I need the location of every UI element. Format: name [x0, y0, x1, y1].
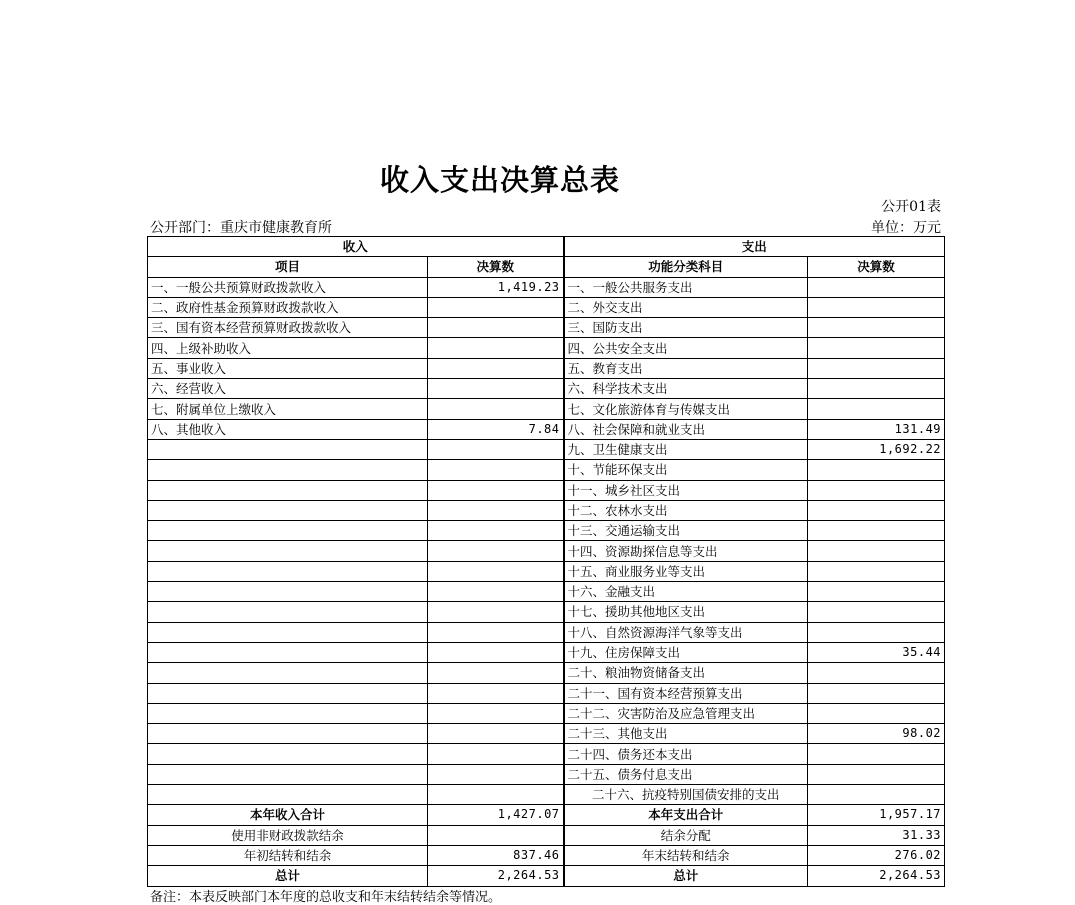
income-amount-cell [428, 582, 564, 602]
income-section-header: 收入 [148, 237, 564, 257]
page-title: 收入支出决算总表 [379, 163, 620, 197]
expense-amount-cell [808, 399, 945, 419]
income-amount-cell [428, 602, 564, 622]
income-amount-cell [428, 521, 564, 541]
table-row [148, 541, 945, 561]
summary-expense-label: 年末结转和结余 [564, 845, 808, 865]
summary-income-amount: 1,427.07 [428, 805, 564, 825]
income-amount-cell [428, 460, 564, 480]
table-row [148, 460, 945, 480]
table-row [148, 399, 945, 419]
income-amount-cell [428, 379, 564, 399]
summary-income-amount [428, 825, 564, 845]
table-row [148, 703, 945, 723]
table-row [148, 785, 945, 805]
income-item-cell [148, 683, 428, 703]
expense-amount-cell [808, 521, 945, 541]
summary-income-label: 总计 [148, 866, 428, 886]
expense-amount-cell: 98.02 [808, 724, 945, 744]
expense-item-cell: 十、节能环保支出 [564, 460, 808, 480]
expense-item-cell: 十四、资源勘探信息等支出 [564, 541, 808, 561]
expense-item-cell: 二十、粮油物资储备支出 [564, 663, 808, 683]
income-item-cell [148, 663, 428, 683]
income-item-cell [148, 582, 428, 602]
income-amount-cell [428, 439, 564, 459]
expense-amount-cell: 1,692.22 [808, 439, 945, 459]
income-item-cell [148, 521, 428, 541]
income-item-cell [148, 764, 428, 784]
income-amount-cell [428, 622, 564, 642]
summary-income-amount: 2,264.53 [428, 866, 564, 886]
income-amount-header: 决算数 [428, 257, 564, 277]
income-item-cell: 六、经营收入 [148, 379, 428, 399]
income-item-cell: 七、附属单位上缴收入 [148, 399, 428, 419]
summary-expense-label: 总计 [564, 866, 808, 886]
expense-amount-cell [808, 500, 945, 520]
income-amount-cell [428, 744, 564, 764]
table-row [148, 561, 945, 581]
summary-expense-label: 结余分配 [564, 825, 808, 845]
expense-item-cell: 十五、商业服务业等支出 [564, 561, 808, 581]
expense-amount-cell [808, 703, 945, 723]
table-row [148, 642, 945, 662]
expense-item-cell: 六、科学技术支出 [564, 379, 808, 399]
expense-amount-cell [808, 785, 945, 805]
expense-amount-cell [808, 683, 945, 703]
income-amount-cell [428, 785, 564, 805]
income-amount-cell [428, 500, 564, 520]
income-amount-cell [428, 297, 564, 317]
income-item-cell [148, 724, 428, 744]
income-amount-cell [428, 318, 564, 338]
expense-item-cell: 二十五、债务付息支出 [564, 764, 808, 784]
expense-amount-cell [808, 480, 945, 500]
income-item-cell [148, 541, 428, 561]
income-amount-cell [428, 561, 564, 581]
summary-expense-amount: 276.02 [808, 845, 945, 865]
income-item-cell [148, 460, 428, 480]
expense-item-cell: 十八、自然资源海洋气象等支出 [564, 622, 808, 642]
expense-item-cell: 十二、农林水支出 [564, 500, 808, 520]
table-row [148, 379, 945, 399]
table-row [148, 358, 945, 378]
income-amount-cell [428, 663, 564, 683]
income-item-cell: 四、上级补助收入 [148, 338, 428, 358]
expense-amount-cell [808, 460, 945, 480]
expense-item-cell: 十一、城乡社区支出 [564, 480, 808, 500]
expense-amount-cell: 131.49 [808, 419, 945, 439]
expense-item-cell: 八、社会保障和就业支出 [564, 419, 808, 439]
summary-row [148, 866, 945, 886]
income-item-cell [148, 561, 428, 581]
table-row [148, 480, 945, 500]
table-row [148, 744, 945, 764]
expense-amount-cell [808, 318, 945, 338]
summary-income-amount: 837.46 [428, 845, 564, 865]
table-row [148, 582, 945, 602]
expense-amount-cell [808, 582, 945, 602]
expense-amount-cell [808, 764, 945, 784]
summary-expense-amount: 2,264.53 [808, 866, 945, 886]
summary-income-label: 使用非财政拨款结余 [148, 825, 428, 845]
income-item-header: 项目 [148, 257, 428, 277]
income-amount-cell [428, 642, 564, 662]
income-item-cell [148, 500, 428, 520]
income-item-cell: 三、国有资本经营预算财政拨款收入 [148, 318, 428, 338]
income-item-cell [148, 785, 428, 805]
expense-item-cell: 十三、交通运输支出 [564, 521, 808, 541]
income-item-cell: 五、事业收入 [148, 358, 428, 378]
expense-item-cell: 十九、住房保障支出 [564, 642, 808, 662]
income-amount-cell: 7.84 [428, 419, 564, 439]
income-amount-cell [428, 399, 564, 419]
table-row [148, 683, 945, 703]
expense-item-cell: 九、卫生健康支出 [564, 439, 808, 459]
table-row [148, 521, 945, 541]
summary-income-label: 本年收入合计 [148, 805, 428, 825]
table-row [148, 338, 945, 358]
table-row [148, 500, 945, 520]
expense-amount-cell [808, 379, 945, 399]
income-item-cell: 一、一般公共预算财政拨款收入 [148, 277, 428, 297]
budget-table [147, 236, 945, 887]
table-row [148, 602, 945, 622]
unit-label: 单位：万元 [871, 220, 941, 236]
expense-amount-cell [808, 338, 945, 358]
table-row [148, 419, 945, 439]
income-item-cell: 二、政府性基金预算财政拨款收入 [148, 297, 428, 317]
income-amount-cell [428, 683, 564, 703]
department-label: 公开部门：重庆市健康教育所 [150, 220, 332, 236]
expense-item-cell: 二、外交支出 [564, 297, 808, 317]
expense-section-header: 支出 [564, 237, 945, 257]
income-item-cell [148, 703, 428, 723]
table-row [148, 724, 945, 744]
expense-item-cell: 十六、金融支出 [564, 582, 808, 602]
expense-amount-cell [808, 663, 945, 683]
expense-amount-cell [808, 358, 945, 378]
expense-amount-cell [808, 622, 945, 642]
expense-item-cell: 二十二、灾害防治及应急管理支出 [564, 703, 808, 723]
summary-expense-amount: 31.33 [808, 825, 945, 845]
expense-item-cell: 三、国防支出 [564, 318, 808, 338]
income-amount-cell [428, 703, 564, 723]
income-item-cell [148, 642, 428, 662]
income-amount-cell [428, 724, 564, 744]
table-row [148, 439, 945, 459]
income-item-cell [148, 744, 428, 764]
expense-item-cell: 十七、援助其他地区支出 [564, 602, 808, 622]
summary-row [148, 825, 945, 845]
expense-item-cell: 二十四、债务还本支出 [564, 744, 808, 764]
expense-item-cell: 七、文化旅游体育与传媒支出 [564, 399, 808, 419]
expense-item-header: 功能分类科目 [564, 257, 808, 277]
expense-item-cell: 一、一般公共服务支出 [564, 277, 808, 297]
income-amount-cell [428, 480, 564, 500]
expense-item-cell: 五、教育支出 [564, 358, 808, 378]
income-amount-cell: 1,419.23 [428, 277, 564, 297]
income-amount-cell [428, 338, 564, 358]
expense-amount-cell [808, 277, 945, 297]
expense-amount-cell [808, 541, 945, 561]
summary-expense-amount: 1,957.17 [808, 805, 945, 825]
income-amount-cell [428, 764, 564, 784]
expense-amount-cell [808, 744, 945, 764]
summary-income-label: 年初结转和结余 [148, 845, 428, 865]
expense-amount-cell: 35.44 [808, 642, 945, 662]
expense-amount-header: 决算数 [808, 257, 945, 277]
table-row [148, 764, 945, 784]
expense-item-cell: 四、公共安全支出 [564, 338, 808, 358]
summary-expense-label: 本年支出合计 [564, 805, 808, 825]
table-row [148, 663, 945, 683]
summary-row [148, 805, 945, 825]
footnote: 备注：本表反映部门本年度的总收支和年末结转结余等情况。 [150, 890, 502, 905]
expense-item-cell: 二十一、国有资本经营预算支出 [564, 683, 808, 703]
summary-row [148, 845, 945, 865]
income-amount-cell [428, 541, 564, 561]
income-amount-cell [428, 358, 564, 378]
section-header-row [148, 237, 945, 257]
table-row [148, 297, 945, 317]
income-item-cell [148, 622, 428, 642]
form-code: 公开01表 [881, 199, 941, 215]
table-row [148, 318, 945, 338]
expense-amount-cell [808, 602, 945, 622]
table-row [148, 622, 945, 642]
income-item-cell [148, 480, 428, 500]
income-item-cell [148, 602, 428, 622]
income-item-cell [148, 439, 428, 459]
expense-amount-cell [808, 297, 945, 317]
income-item-cell: 八、其他收入 [148, 419, 428, 439]
expense-amount-cell [808, 561, 945, 581]
column-header-row [148, 257, 945, 277]
expense-item-cell: 二十三、其他支出 [564, 724, 808, 744]
expense-item-cell: 二十六、抗疫特别国债安排的支出 [564, 785, 808, 805]
table-row [148, 277, 945, 297]
